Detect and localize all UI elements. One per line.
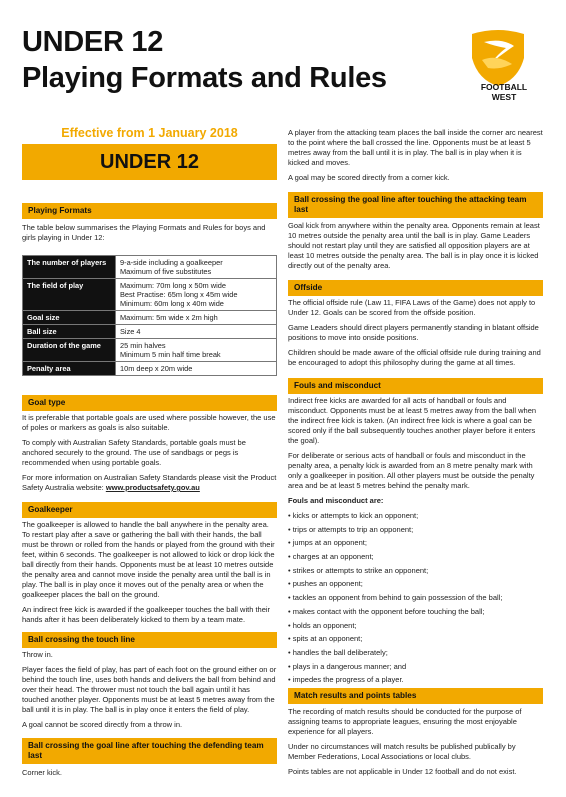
bullet-icon: • (288, 552, 293, 562)
list-item-text: kicks or attempts to kick an opponent; (292, 511, 419, 520)
table-value-cell: Size 4 (116, 325, 277, 339)
playing-formats-intro: The table below summarises the Playing Formats and Rules for boys and girls playing in Under 12: (22, 223, 266, 242)
bullet-icon: • (288, 538, 293, 548)
bullet-icon: • (288, 647, 293, 657)
corner-text (288, 128, 543, 188)
offside-p1: The official offside rule (Law 11, FIFA Laws of the Game) does not apply to Under 12. Goals can be scored from the offside position. (288, 298, 536, 317)
table-key-cell: Goal size (23, 311, 116, 325)
match-results-p2: Under no circumstances will match results be published publically by Member Federations, Local Associations or local clubs. (288, 742, 516, 761)
football-west-logo (462, 24, 534, 88)
bullet-icon: • (288, 565, 293, 575)
list-item-text: pushes an opponent; (292, 579, 363, 589)
table-row (23, 339, 277, 362)
list-item (288, 621, 543, 631)
list-item-text: tackles an opponent from behind to gain possession of the ball; (292, 593, 503, 603)
list-item-text: spits at an opponent; (292, 634, 363, 644)
list-item-text: impedes the progress of a player. (292, 675, 404, 685)
table-value-cell: Maximum: 5m wide x 2m high (116, 311, 277, 325)
corner-p2: A goal may be scored directly from a corner kick. (288, 173, 450, 182)
list-item-text: trips or attempts to trip an opponent; (292, 524, 414, 534)
table-value-cell: 25 min halves Minimum 5 min half time break (116, 339, 277, 362)
touch-line-p1: Throw in. (22, 650, 53, 659)
table-row (23, 279, 277, 311)
list-item-text: strikes or attempts to strike an opponent; (292, 565, 429, 575)
goal-type-p3-text: For more information on Australian Safety Standards please visit the Product Safety Australia website: (22, 473, 277, 492)
goalkeeper-p1: The goalkeeper is allowed to handle the ball anywhere in the penalty area. To restart play after a save or gathering the ball with their hands, the ball must be thrown or rolled from the hands or played from the ground with their feet, within 6 seconds. The goalkeeper is not allowed to kick or drop kick the ball directly from their hands. Opponents must be at least 10 metres outside the penalty area and cannot move inside the penalty area until the ball is in play. The ball is in play once it moves out of the penalty area or when the goalkeeper places the ball on the ground. (22, 520, 275, 599)
touch-line-text (22, 650, 277, 735)
list-item-text: handles the ball deliberately; (292, 647, 388, 657)
fouls-text (288, 396, 543, 689)
section-heading-goal-type: Goal type (22, 395, 277, 411)
section-heading-goal-line-attacking: Ball crossing the goal line after touching the attacking team last (288, 192, 543, 218)
goal-type-p3 (22, 473, 277, 493)
fouls-p1: Indirect free kicks are awarded for all acts of handball or fouls and misconduct. Opponents must be at least 5 metres away from the ball when the indirect free kick is taken. (An indirect free kick is where a goal can be scored only if the ball subsequently touches another player before it enters the goal). (288, 396, 537, 445)
touch-line-p2: Player faces the field of play, has part of each foot on the ground either on or behind the touch line, uses both hands and delivers the ball from behind and over their head. The thrower must not touch the ball again until it has touched another player. Opponents must be at least 5 metres away from the ball until it is in play. The ball is in play once it enters the field of play. (22, 665, 277, 714)
bullet-icon: • (288, 524, 293, 534)
bullet-icon: • (288, 606, 293, 616)
list-item (288, 662, 543, 672)
bullet-icon: • (288, 634, 293, 644)
table-value-cell: 9-a-side including a goalkeeper Maximum of five substitutes (116, 256, 277, 279)
list-item (288, 552, 543, 562)
offside-p2: Game Leaders should direct players permanently standing in blatant offside positions to move into onside positions. (288, 323, 539, 342)
goalkeeper-text (22, 520, 277, 630)
logo-line-1: FOOTBALL (480, 82, 528, 92)
list-item-text: jumps at an opponent; (292, 538, 367, 548)
section-heading-offside: Offside (288, 280, 543, 296)
offside-p3: Children should be made aware of the official offside rule during training and be encouraged to adopt this philosophy during the game at all times. (288, 348, 541, 367)
page-title (22, 24, 387, 96)
fouls-list-heading: Fouls and misconduct are: (288, 496, 384, 505)
title-line-1: UNDER 12 (22, 26, 164, 58)
table-row (23, 256, 277, 279)
fouls-list (288, 511, 543, 685)
bullet-icon: • (288, 661, 293, 671)
title-line-2: Playing Formats and Rules (22, 62, 387, 94)
table-row (23, 311, 277, 325)
list-item-text: makes contact with the opponent before touching the ball; (292, 606, 485, 616)
playing-formats-table (22, 255, 277, 376)
list-item (288, 593, 543, 603)
list-item (288, 675, 543, 685)
goal-type-p1: It is preferable that portable goals are used where possible however, the use of poles or markers as goals is also suitable. (22, 413, 276, 432)
section-heading-match-results: Match results and points tables (288, 688, 543, 704)
table-value-cell: Maximum: 70m long x 50m wide Best Practise: 65m long x 45m wide Minimum: 60m long x 40m wide (116, 279, 277, 311)
section-heading-goalkeeper: Goalkeeper (22, 502, 277, 518)
section-heading-fouls: Fouls and misconduct (288, 378, 543, 394)
logo-line-2: WEST (491, 92, 517, 102)
list-item (288, 607, 543, 617)
table-row (23, 325, 277, 339)
table-key-cell: Penalty area (23, 362, 116, 376)
list-item (288, 511, 543, 521)
list-item (288, 648, 543, 658)
section-heading-touch-line: Ball crossing the touch line (22, 632, 277, 648)
bullet-icon: • (288, 620, 293, 630)
section-heading-goal-line-defending: Ball crossing the goal line after touching the defending team last (22, 738, 277, 764)
list-item (288, 538, 543, 548)
bullet-icon: • (288, 511, 293, 520)
logo-text (474, 82, 534, 102)
table-row (23, 362, 277, 376)
goalkeeper-p2: An indirect free kick is awarded if the goalkeeper touches the ball with their hands after it has been deliberately kicked to them by a team mate. (22, 605, 271, 624)
list-item (288, 634, 543, 644)
bullet-icon: • (288, 579, 293, 589)
touch-line-p3: A goal cannot be scored directly from a throw in. (22, 720, 183, 729)
table-key-cell: The number of players (23, 256, 116, 279)
match-results-p3: Points tables are not applicable in Under 12 football and do not exist. (288, 767, 517, 776)
bullet-icon: • (288, 675, 293, 685)
corner-kick-text: Corner kick. (22, 768, 63, 777)
section-heading-playing-formats: Playing Formats (22, 203, 277, 219)
list-item-text: charges at an opponent; (292, 552, 374, 562)
match-results-p1: The recording of match results should be conducted for the purpose of assigning teams to appropriate leagues, ensuring the most enjoyable experience for all players. (288, 707, 522, 736)
list-item (288, 579, 543, 589)
match-results-text (288, 707, 543, 782)
goal-type-text (22, 413, 277, 498)
table-key-cell: Ball size (23, 325, 116, 339)
offside-text (288, 298, 543, 373)
table-value-cell: 10m deep x 20m wide (116, 362, 277, 376)
effective-date: Effective from 1 January 2018 (61, 126, 238, 140)
bullet-icon: • (288, 593, 293, 603)
list-item (288, 566, 543, 576)
list-item-text: plays in a dangerous manner; and (292, 661, 407, 671)
age-banner: UNDER 12 (22, 144, 277, 180)
corner-p1: A player from the attacking team places the ball inside the corner arc nearest to the point where the ball crossed the line. Opponents must be at least 5 metres away from the ball until it is in play. The ball is in play when it is kicked and moves. (288, 128, 543, 167)
product-safety-link[interactable]: www.productsafety.gov.au (105, 483, 200, 492)
table-key-cell: Duration of the game (23, 339, 116, 362)
goal-type-p2: To comply with Australian Safety Standards, portable goals must be anchored securely to the ground. The use of sandbags or pegs is recommended when using portable goals. (22, 438, 246, 467)
table-key-cell: The field of play (23, 279, 116, 311)
list-item-text: holds an opponent; (292, 620, 357, 630)
list-item (288, 525, 543, 535)
fouls-p2: For deliberate or serious acts of handball or fouls and misconduct in the penalty area, a penalty kick is awarded from an 8 metre penalty mark with only a goalkeeper in position. All other players must be outside the penalty area and be at least 5 metres behind the penalty mark. (288, 451, 535, 490)
goal-kick-text: Goal kick from anywhere within the penalty area. Opponents remain at least 10 metres outside the penalty area until the ball is in play. Game Leaders should not restart play until they are satisfied all opposition players are at least 10 metres outside the penalty area. The ball is in play once it is kicked directly out of the penalty area. (288, 221, 540, 270)
